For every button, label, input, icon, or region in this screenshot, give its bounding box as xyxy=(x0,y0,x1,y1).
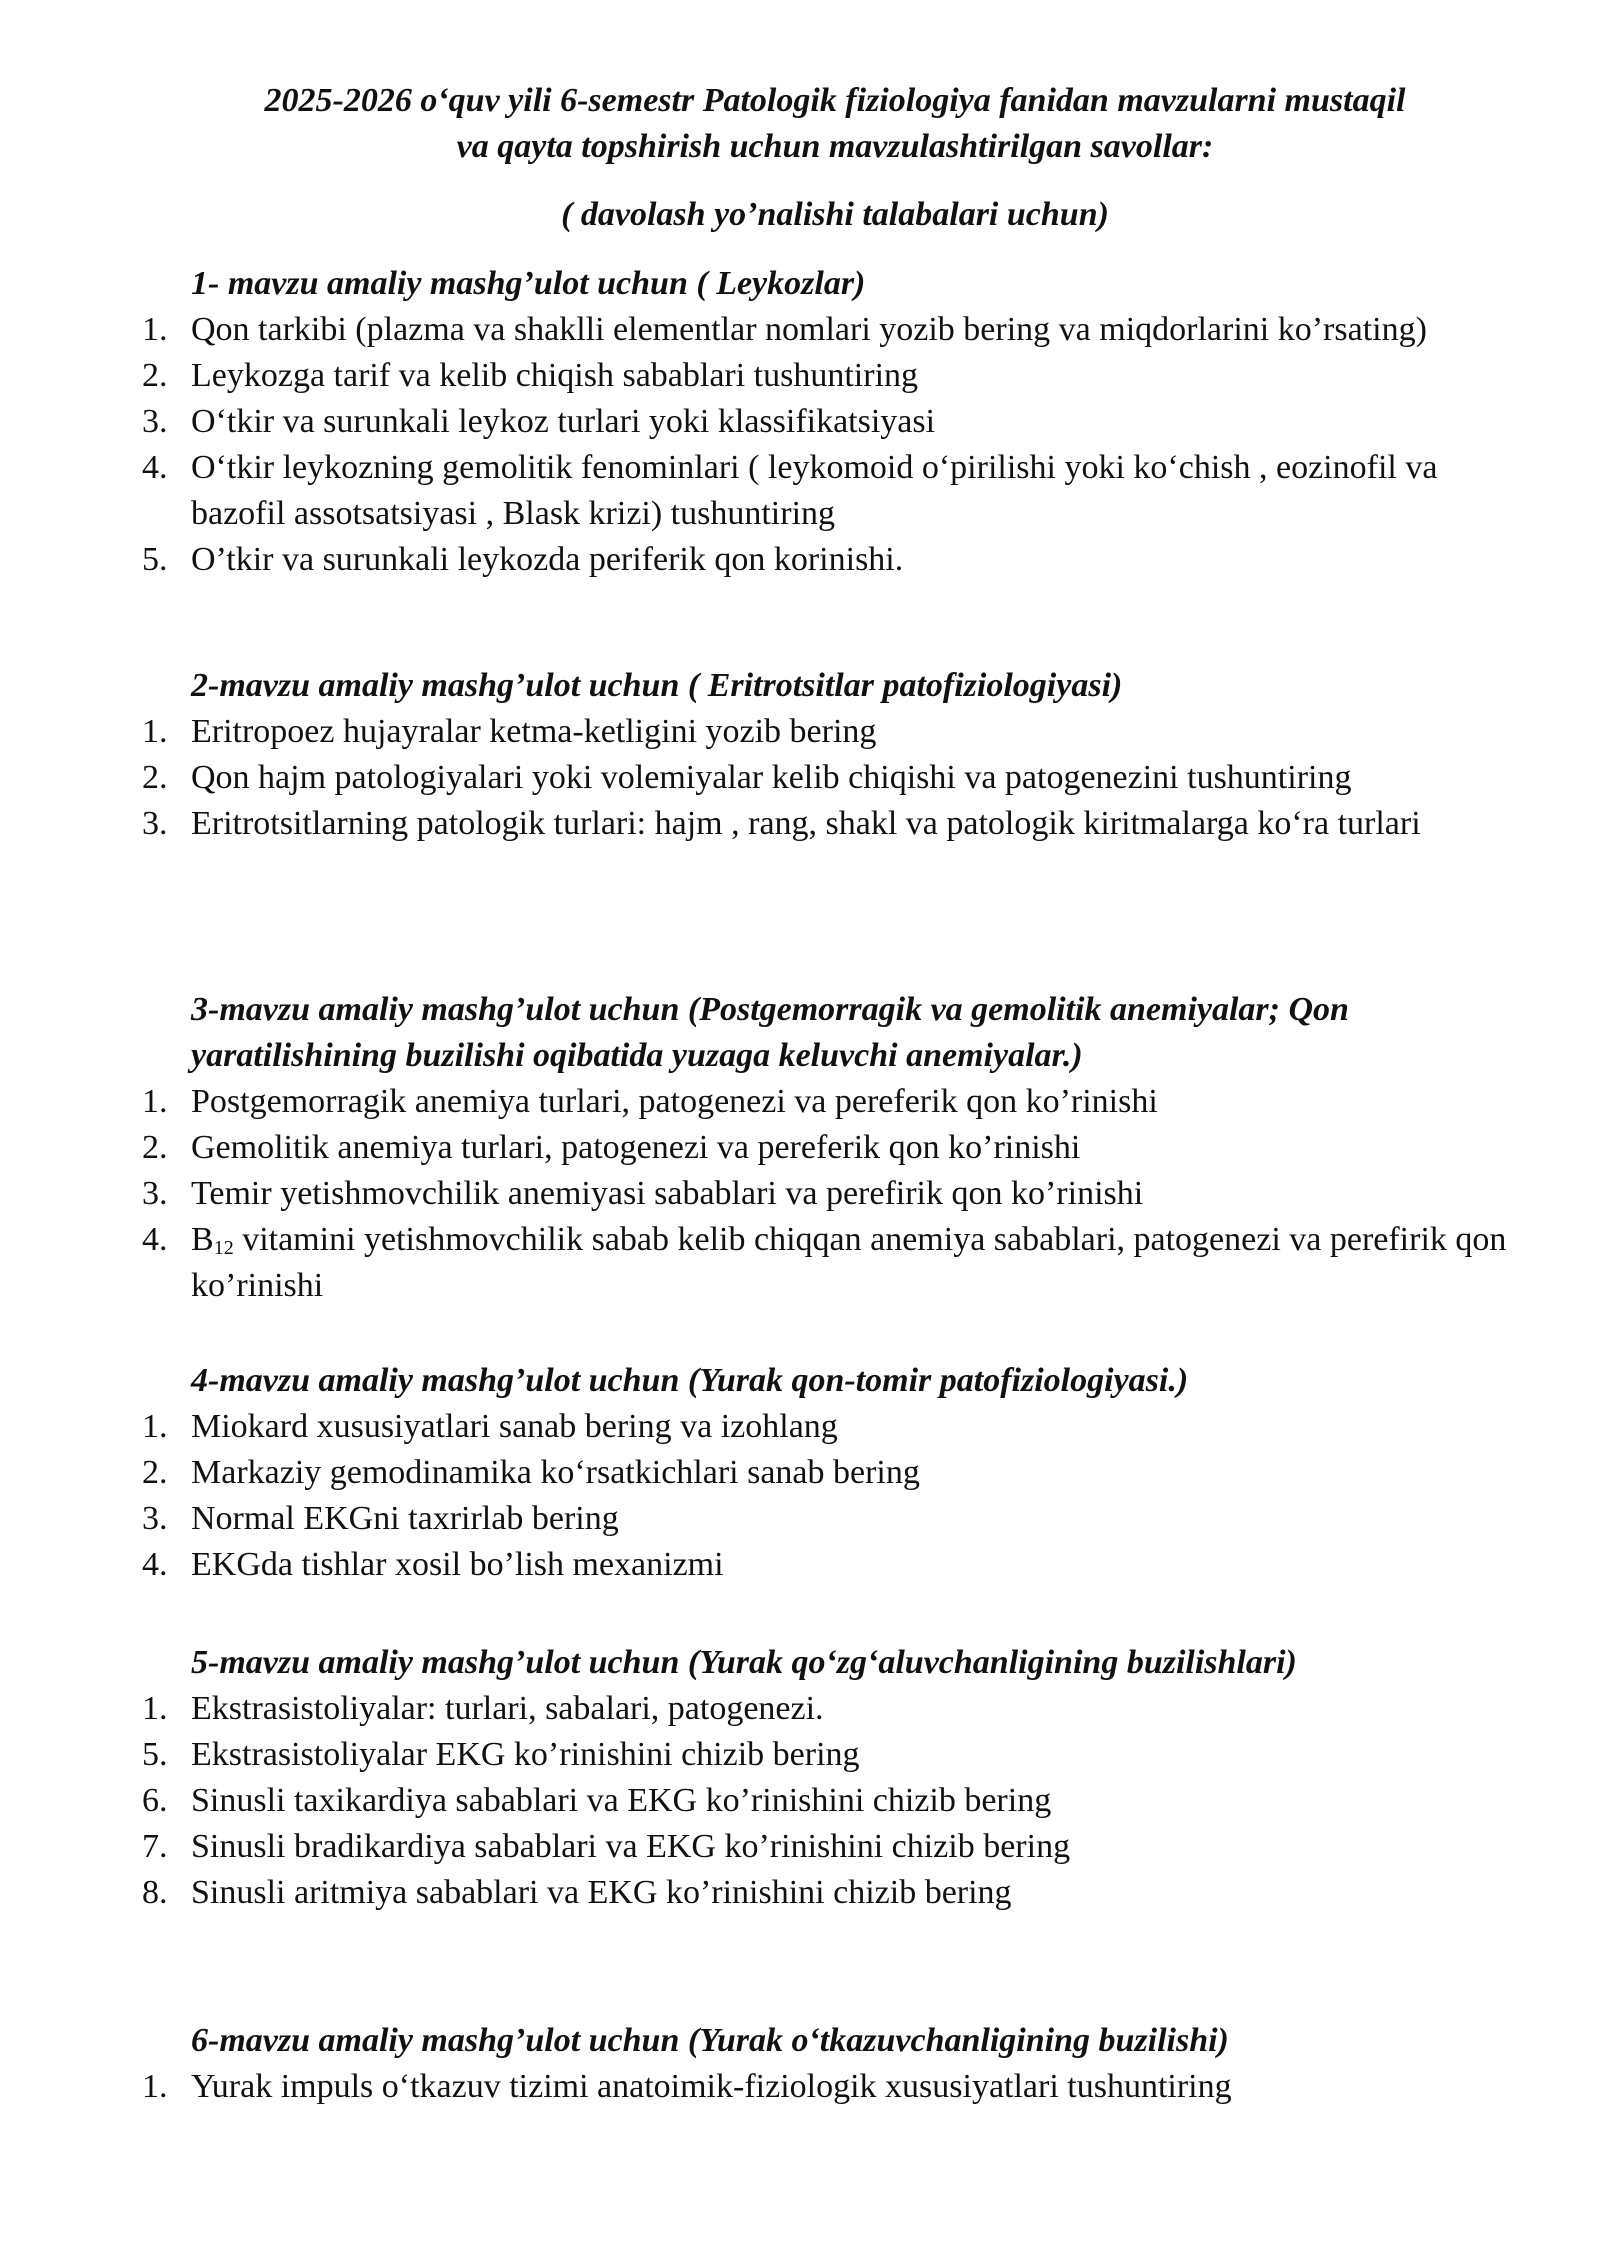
section-heading: 5-mavzu amaliy mashg’ulot uchun (Yurak qo‘zg‘aluvchanligining buzilishlari) xyxy=(191,1644,1297,1681)
question-text: Sinusli bradikardiya sabablari va EKG ko’rinishini chizib bering xyxy=(191,1828,1071,1865)
question-number: 1. xyxy=(142,1083,168,1120)
section-2 xyxy=(0,663,1600,847)
question-text: O’tkir va surunkali leykozda periferik qon korinishi. xyxy=(191,541,904,578)
question-list xyxy=(0,1686,1600,1916)
section-heading: 2-mavzu amaliy mashg’ulot uchun ( Eritrotsitlar patofiziologiyasi) xyxy=(191,667,1123,704)
question-text: Markaziy gemodinamika ko‘rsatkichlari sanab bering xyxy=(191,1454,920,1491)
question-text xyxy=(191,1221,1506,1304)
question-number: 6. xyxy=(142,1782,168,1819)
question-number: 3. xyxy=(142,1175,168,1212)
list-item xyxy=(0,1496,1521,1542)
document-subtitle: ( davolash yo’nalishi talabalari uchun) xyxy=(561,196,1109,233)
list-item xyxy=(0,2064,1521,2110)
question-text: Normal EKGni taxrirlab bering xyxy=(191,1500,619,1537)
list-item xyxy=(0,755,1521,801)
question-text: Eritrotsitlarning patologik turlari: hajm , rang, shakl va patologik kiritmalarga ko‘ra turlari xyxy=(191,805,1421,842)
question-text: Qon hajm patologiyalari yoki volemiyalar kelib chiqishi va patogenezini tushuntiring xyxy=(191,759,1352,796)
question-text: Sinusli taxikardiya sabablari va EKG ko’rinishini chizib bering xyxy=(191,1782,1052,1819)
section-heading: 6-mavzu amaliy mashg’ulot uchun (Yurak o‘tkazuvchanligining buzilishi) xyxy=(191,2022,1229,2059)
question-text: Temir yetishmovchilik anemiyasi sabablari va perefirik qon ko’rinishi xyxy=(191,1175,1144,1212)
list-item xyxy=(0,1778,1521,1824)
list-item xyxy=(0,537,1521,583)
question-text: Ekstrasistoliyalar: turlari, sabalari, patogenezi. xyxy=(191,1690,824,1727)
document-title xyxy=(150,78,1520,170)
question-number: 1. xyxy=(142,713,168,750)
question-text: O‘tkir va surunkali leykoz turlari yoki klassifikatsiyasi xyxy=(191,403,936,440)
question-text: EKGda tishlar xosil bo’lish mexanizmi xyxy=(191,1546,724,1583)
section-4 xyxy=(0,1358,1600,1588)
question-list xyxy=(0,1404,1600,1588)
question-number: 5. xyxy=(142,541,168,578)
title-line: 2025-2026 o‘quv yili 6-semestr Patologik fiziologiya fanidan mavzularni mustaqil xyxy=(264,82,1406,119)
question-text: Qon tarkibi (plazma va shaklli elementlar nomlari yozib bering va miqdorlarini ko’rsating) xyxy=(191,311,1427,348)
section-6 xyxy=(0,2018,1600,2110)
section-1 xyxy=(0,261,1600,583)
section-3 xyxy=(0,987,1600,1309)
list-item xyxy=(0,709,1521,755)
question-number: 1. xyxy=(142,2068,168,2105)
question-text: Miokard xususiyatlari sanab bering va izohlang xyxy=(191,1408,838,1445)
question-number: 7. xyxy=(142,1828,168,1865)
vitamin-letter: B xyxy=(191,1221,214,1258)
list-item xyxy=(0,1125,1521,1171)
question-text: Gemolitik anemiya turlari, patogenezi va pereferik qon ko’rinishi xyxy=(191,1129,1081,1166)
question-text: Sinusli aritmiya sabablari va EKG ko’rinishini chizib bering xyxy=(191,1874,1012,1911)
question-number: 3. xyxy=(142,403,168,440)
title-line: va qayta topshirish uchun mavzulashtirilgan savollar: xyxy=(456,128,1214,165)
question-list xyxy=(0,2064,1600,2110)
question-text: O‘tkir leykozning gemolitik fenominlari ( leykomoid o‘pirilishi yoki ko‘chish , eozinofil va bazofil assotsatsiyasi , Blask krizi) tushuntiring xyxy=(191,449,1438,532)
question-number: 2. xyxy=(142,759,168,796)
question-number: 2. xyxy=(142,357,168,394)
list-item xyxy=(0,399,1521,445)
question-text: Ekstrasistoliyalar EKG ko’rinishini chizib bering xyxy=(191,1736,860,1773)
list-item xyxy=(0,1870,1521,1916)
question-number: 1. xyxy=(142,311,168,348)
question-text: Yurak impuls o‘tkazuv tizimi anatoimik-fiziologik xususiyatlari tushuntiring xyxy=(191,2068,1232,2105)
list-item xyxy=(0,1079,1521,1125)
list-item xyxy=(0,1732,1521,1778)
question-number: 1. xyxy=(142,1690,168,1727)
question-number: 4. xyxy=(142,449,168,486)
list-item xyxy=(0,1686,1521,1732)
list-item xyxy=(0,1404,1521,1450)
list-item xyxy=(0,1171,1521,1217)
section-heading: 1- mavzu amaliy mashg’ulot uchun ( Leykozlar) xyxy=(191,265,866,302)
question-number: 3. xyxy=(142,805,168,842)
question-text: Eritropoez hujayralar ketma-ketligini yozib bering xyxy=(191,713,877,750)
section-5 xyxy=(0,1640,1600,1916)
question-list xyxy=(0,307,1600,583)
list-item xyxy=(0,1217,1521,1309)
question-number: 1. xyxy=(142,1408,168,1445)
list-item xyxy=(0,801,1521,847)
question-number: 4. xyxy=(142,1546,168,1583)
list-item xyxy=(0,307,1521,353)
question-text: Leykozga tarif va kelib chiqish sabablari tushuntiring xyxy=(191,357,919,394)
question-list xyxy=(0,709,1600,847)
question-text-rest: vitamini yetishmovchilik sabab kelib chiqqan anemiya sabablari, patogenezi va perefirik qon ko’rinishi xyxy=(191,1221,1507,1304)
question-number: 5. xyxy=(142,1736,168,1773)
vitamin-subscript: 12 xyxy=(213,1237,234,1259)
question-number: 8. xyxy=(142,1874,168,1911)
question-list xyxy=(0,1079,1600,1309)
question-text: Postgemorragik anemiya turlari, patogenezi va pereferik qon ko’rinishi xyxy=(191,1083,1158,1120)
section-heading: 4-mavzu amaliy mashg’ulot uchun (Yurak qon-tomir patofiziologiyasi.) xyxy=(191,1362,1189,1399)
list-item xyxy=(0,1542,1521,1588)
list-item xyxy=(0,1450,1521,1496)
question-number: 3. xyxy=(142,1500,168,1537)
question-number: 2. xyxy=(142,1129,168,1166)
list-item xyxy=(0,1824,1521,1870)
section-heading: 3-mavzu amaliy mashg’ulot uchun (Postgemorragik va gemolitik anemiyalar; Qon yaratilishining buzilishi oqibatida yuzaga keluvchi anemiyalar.) xyxy=(191,991,1349,1074)
question-number: 2. xyxy=(142,1454,168,1491)
list-item xyxy=(0,353,1521,399)
list-item xyxy=(0,445,1521,537)
question-number: 4. xyxy=(142,1221,168,1258)
